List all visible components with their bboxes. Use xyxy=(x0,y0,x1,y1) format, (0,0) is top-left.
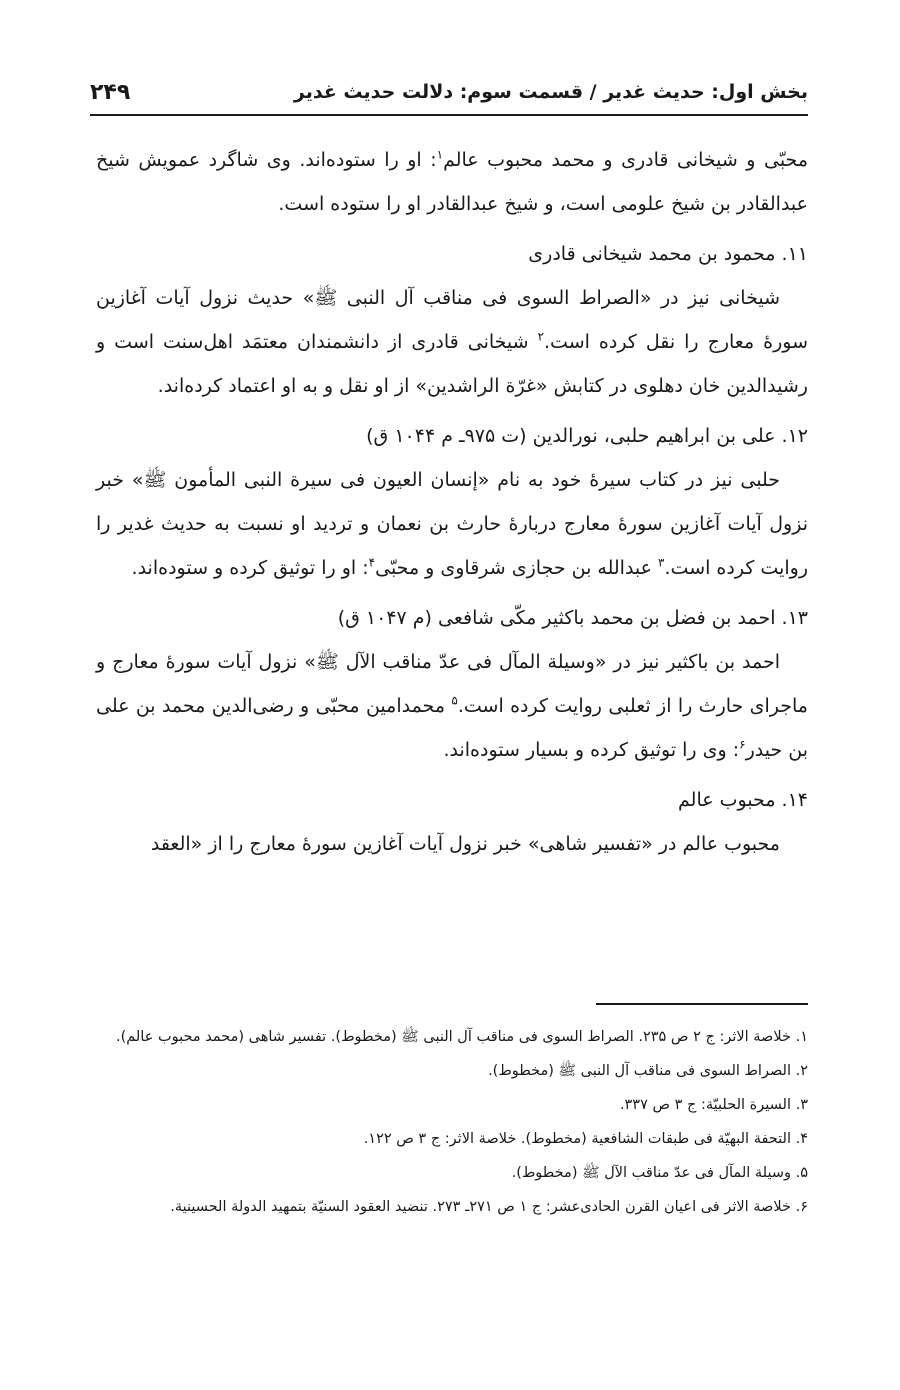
paragraph-2-text: شیخانی نیز در «الصراط السوی فی مناقب آل النبی ﷺ» حدیث نزول آیات آغازین سورهٔ معارج را نقل کرده است. xyxy=(96,287,808,353)
section-heading-12: ۱۲. علی بن ابراهیم حلبی، نورالدین (ت ۹۷۵ـ م ۱۰۴۴ ق) xyxy=(366,425,808,447)
running-header xyxy=(90,70,808,116)
footnote-separator xyxy=(596,1003,808,1005)
main-text xyxy=(96,138,808,866)
footnote-6: ۶. خلاصة الاثر فی اعیان القرن الحادی‌عشر: ج ۱ ص ۲۷۱ـ ۲۷۳. تنضید العقود السنیّة بتمهید الدولة الحسینیة. xyxy=(170,1199,808,1215)
paragraph-4 xyxy=(96,640,808,772)
paragraph-4-mid: محمدامین محبّی و رضی‌الدین محمد بن علی بن حیدر xyxy=(96,695,808,761)
footnote-3: ۳. السیرة الحلبیّة: ج ۳ ص ۳۳۷. xyxy=(619,1097,808,1113)
running-title: بخش اول: حدیث غدیر / قسمت سوم: دلالت حدیث غدیر xyxy=(293,81,808,103)
paragraph-1-after: : او را ستوده‌اند. وی شاگرد عمویش شیخ عبدالقادر بن شیخ علومی است، و شیخ عبدالقادر او را ستوده است. xyxy=(96,149,808,215)
footnote-4: ۴. التحفة البهیّة فی طبقات الشافعیة (مخطوط). خلاصة الاثر: ج ۳ ص ۱۲۲. xyxy=(363,1131,808,1147)
footnote-1: ۱. خلاصة الاثر: ج ۲ ص ۲۳۵. الصراط السوی فی مناقب آل النبی ﷺ (مخطوط). تفسیر شاهی (محمد محبوب عالم). xyxy=(115,1029,808,1045)
footnote-ref-6[interactable]: ۶ xyxy=(739,737,746,752)
paragraph-1 xyxy=(96,138,808,226)
footnote-2: ۲. الصراط السوی فی مناقب آل النبی ﷺ (مخطوط). xyxy=(488,1063,808,1079)
footnote-ref-1[interactable]: ۱ xyxy=(436,147,444,162)
paragraph-3-after: : او را توثیق کرده و ستوده‌اند. xyxy=(131,557,369,579)
footnote-ref-4[interactable]: ۴ xyxy=(368,555,376,570)
footnote-ref-2[interactable]: ۲ xyxy=(537,329,545,344)
footnote-ref-5[interactable]: ۵ xyxy=(451,693,458,708)
paragraph-4-after: : وی را توثیق کرده و بسیار ستوده‌اند. xyxy=(443,739,740,761)
paragraph-3-text: حلبی نیز در کتاب سیرهٔ خود به نام «إنسان العیون فی سیرة النبی المأمون ﷺ» خبر نزول آیات آغازین سورهٔ معارج دربارهٔ حارث بن نعمان و تردید او نسبت به حدیث غدیر را روایت کرده است. xyxy=(96,469,808,579)
section-heading-11: ۱۱. محمود بن محمد شیخانی قادری xyxy=(528,243,808,265)
footnote-ref-3[interactable]: ۳ xyxy=(658,555,665,570)
section-heading-14: ۱۴. محبوب عالم xyxy=(678,789,808,811)
page-number: ۲۴۹ xyxy=(90,79,131,105)
footnotes xyxy=(96,1020,808,1224)
footnote-5: ۵. وسیلة المآل فی عدّ مناقب الآل ﷺ (مخطوط). xyxy=(511,1165,808,1181)
section-heading-13: ۱۳. احمد بن فضل بن محمد باکثیر مکّی شافعی (م ۱۰۴۷ ق) xyxy=(337,607,808,629)
paragraph-4-text: احمد بن باکثیر نیز در «وسیلة المآل فی عدّ مناقب الآل ﷺ» نزول آیات سورهٔ معارج و ماجرای حارث را از ثعلبی روایت کرده است. xyxy=(96,651,808,717)
paragraph-1-text: محبّی و شیخانی قادری و محمد محبوب عالم xyxy=(443,149,808,171)
paragraph-2-after: شیخانی قادری از دانشمندان معتمَد اهل‌سنت است و رشیدالدین خان دهلوی در کتابش «غرّة الراشدین» از او نقل و به او اعتماد کرده‌اند. xyxy=(96,331,808,397)
paragraph-3-mid: عبدالله بن حجازی شرقاوی و محبّی xyxy=(375,557,659,579)
paragraph-3 xyxy=(96,458,808,590)
paragraph-2 xyxy=(96,276,808,408)
paragraph-5: محبوب عالم در «تفسیر شاهی» خبر نزول آیات آغازین سورهٔ معارج را از «العقد xyxy=(150,833,780,855)
